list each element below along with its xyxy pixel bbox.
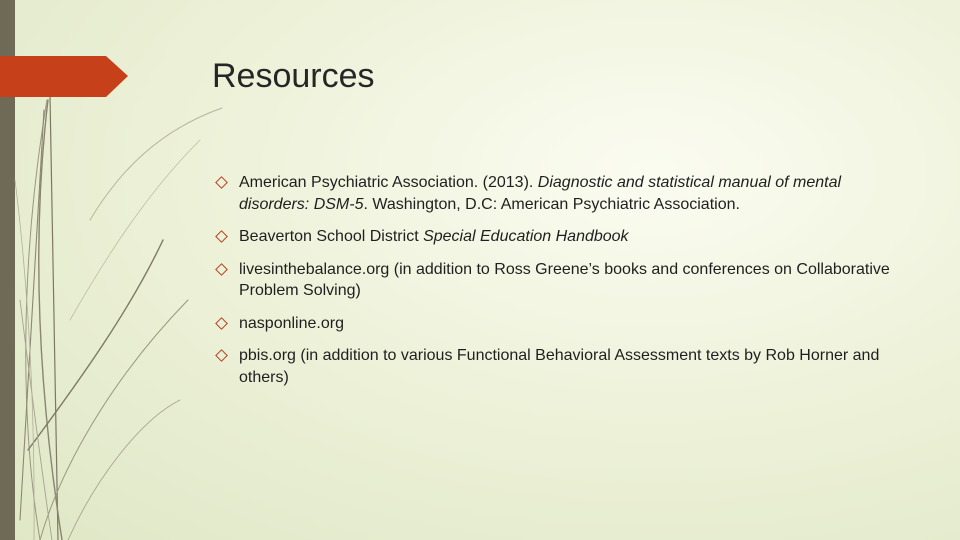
bullet-text-plain: . Washington, D.C: American Psychiatric Association. [363, 195, 740, 213]
deco-line [90, 108, 222, 220]
diamond-icon [215, 349, 228, 362]
deco-line [50, 96, 58, 540]
bullet-text-italic: Diagnostic and statistical manual of mental disorders: DSM-5 [239, 174, 842, 213]
bullet-text-plain: pbis.org (in addition to various Functional Behavioral Assessment texts by Rob Horner and others) [239, 347, 880, 386]
slide-title: Resources [212, 57, 375, 95]
bullet-text [239, 226, 629, 248]
bullet-text-italic: Special Education Handbook [423, 228, 629, 245]
deco-line [40, 300, 188, 540]
deco-line [26, 100, 47, 540]
list-item [214, 259, 894, 302]
diamond-icon [215, 263, 228, 276]
bullet-text-plain: Beaverton School District [239, 228, 424, 245]
bullet-text [239, 172, 894, 215]
deco-line [15, 180, 34, 540]
list-item [214, 345, 894, 388]
diamond-icon [215, 176, 228, 189]
diamond-icon [215, 317, 228, 330]
resource-list [214, 172, 894, 399]
list-item [214, 172, 894, 215]
bullet-text [239, 313, 344, 335]
bullet-text-plain: American Psychiatric Association. (2013). [239, 174, 538, 191]
title-accent-tab [0, 56, 128, 97]
diamond-icon [215, 230, 228, 243]
deco-line [68, 400, 180, 540]
bullet-text [239, 259, 894, 302]
bullet-text [239, 345, 894, 388]
bullet-text-plain: livesinthebalance.org (in addition to Ross Greene’s books and conferences on Collaborative Problem Solving) [239, 260, 890, 299]
bullet-text-plain: nasponline.org [239, 314, 344, 332]
list-item [214, 313, 894, 335]
list-item [214, 226, 894, 248]
